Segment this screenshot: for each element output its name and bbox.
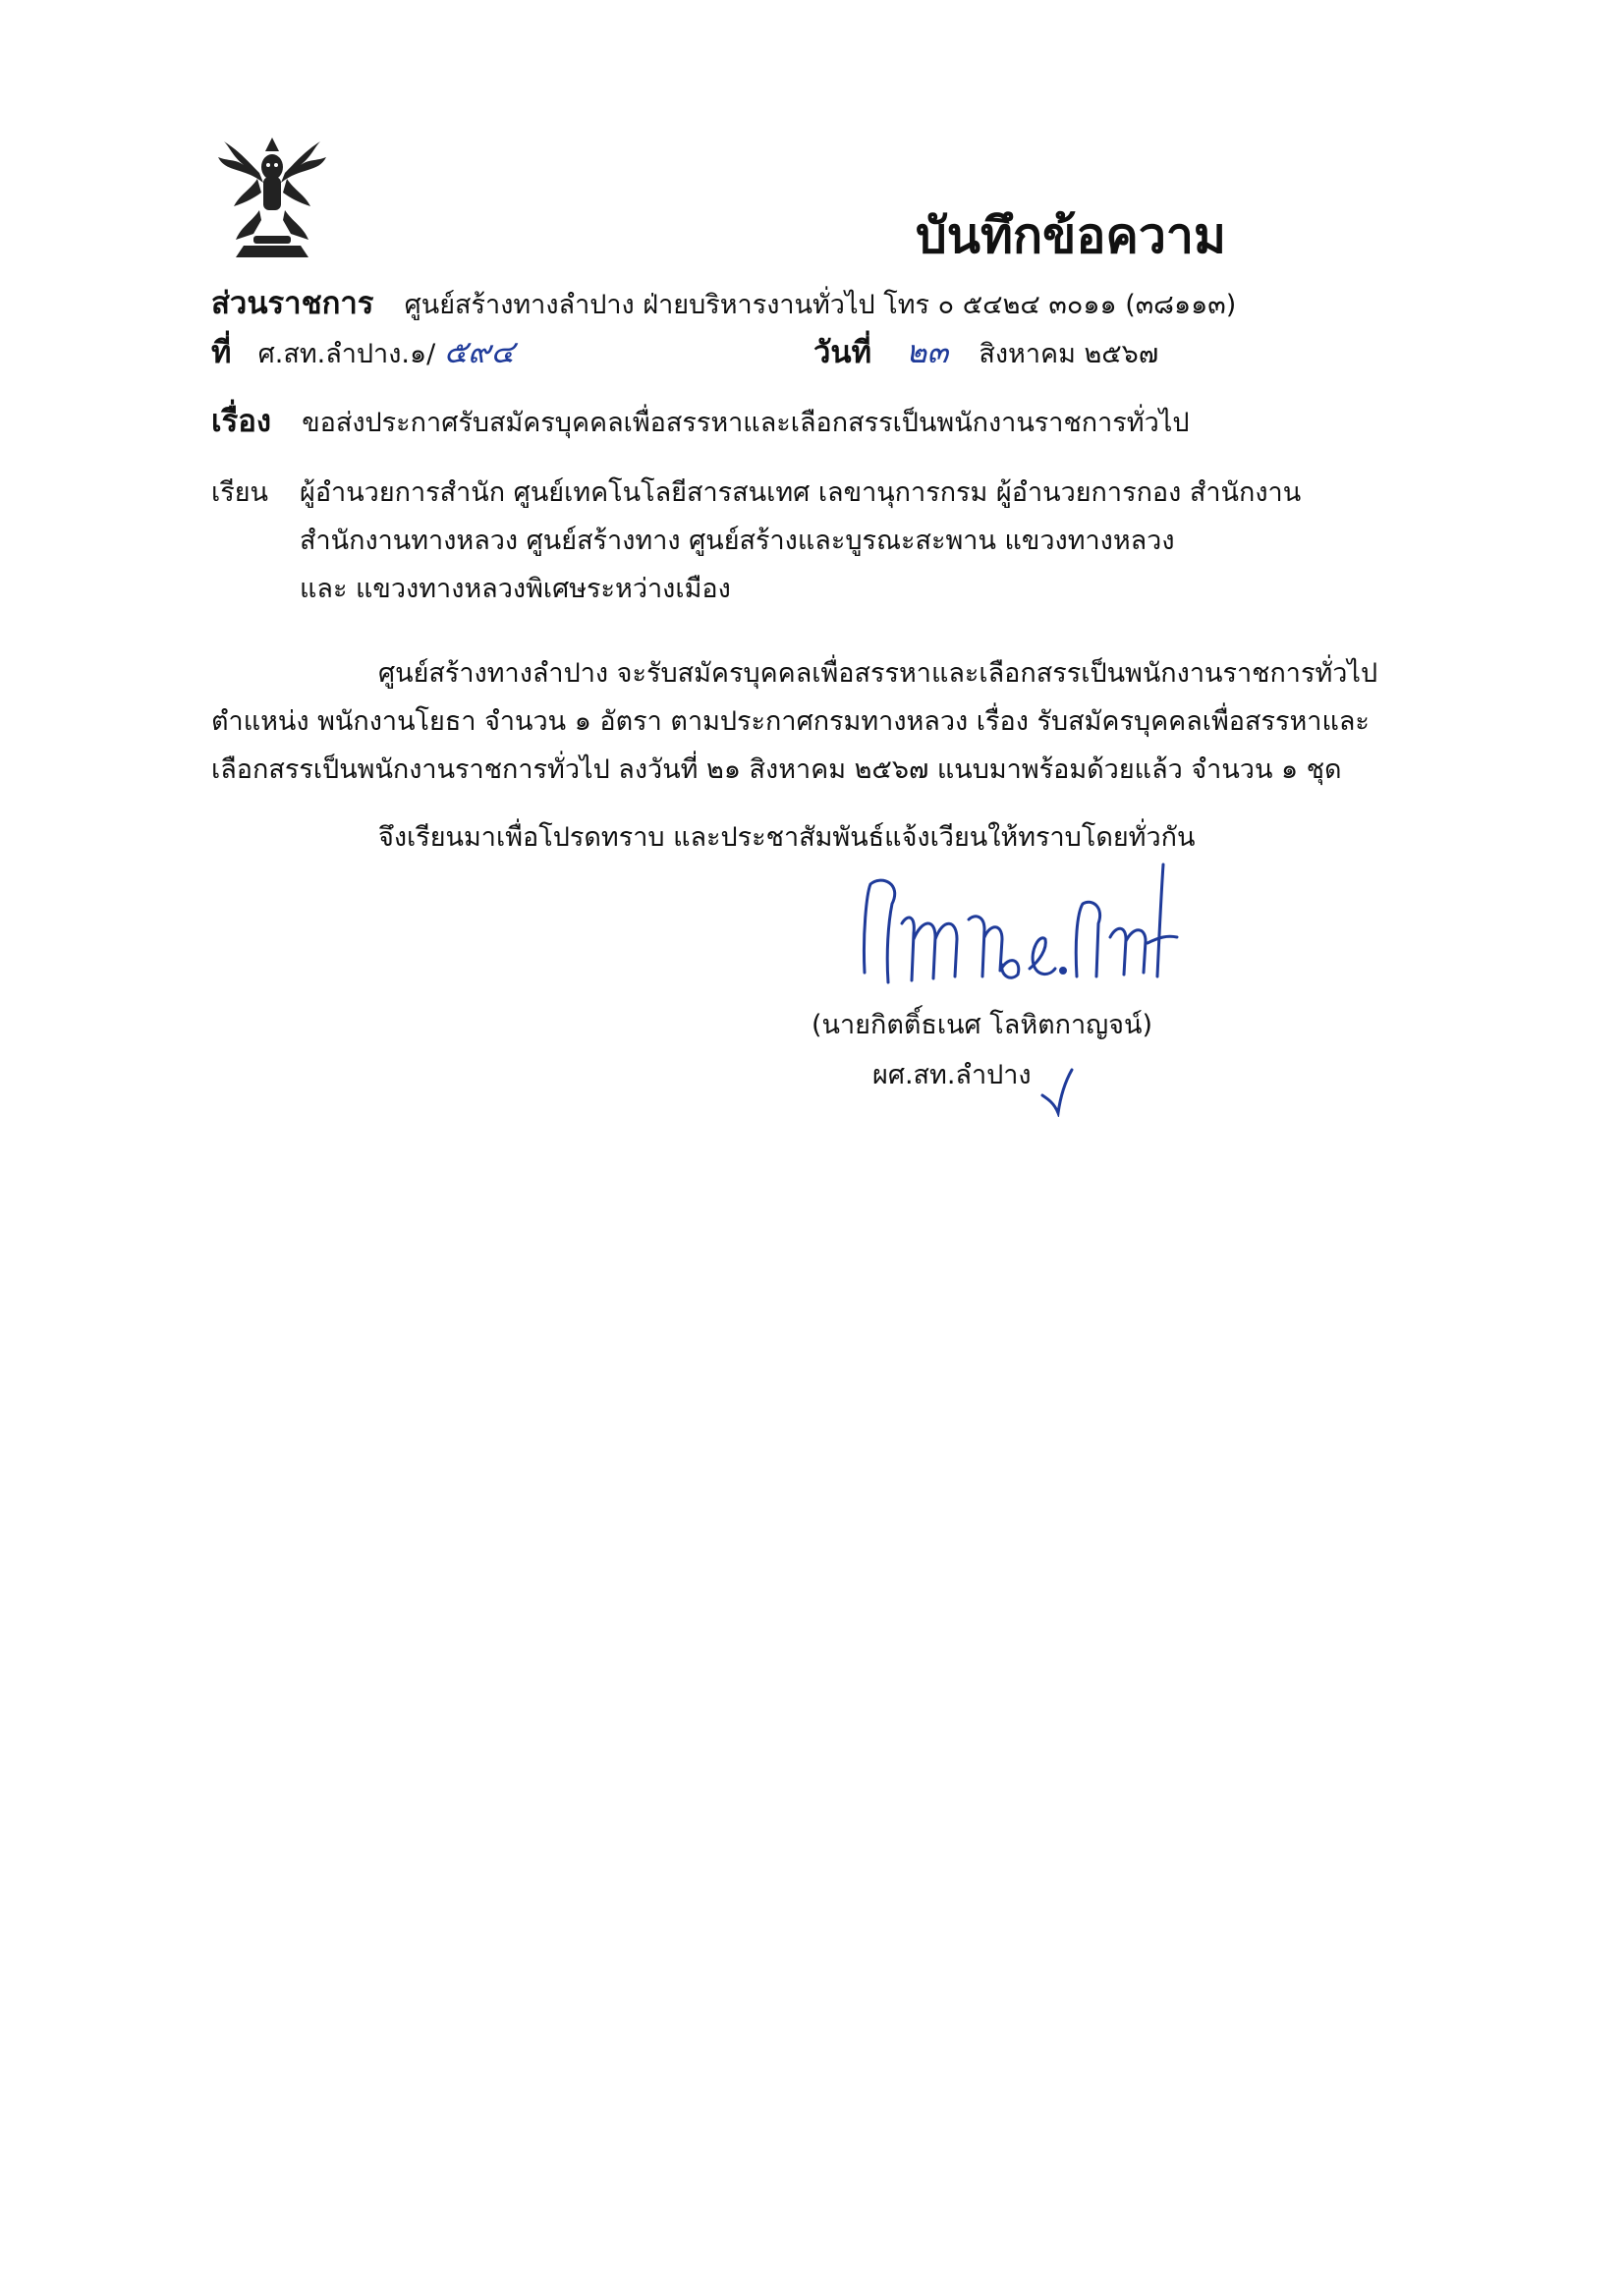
reference-prefix: ศ.สท.ลำปาง.๑/: [257, 339, 436, 369]
date-month-year: สิงหาคม ๒๕๖๗: [979, 339, 1159, 369]
subject-row: [211, 400, 1189, 445]
recipient-line: ผู้อำนวยการสำนัก ศูนย์เทคโนโลยีสารสนเทศ เลขานุการกรม ผู้อำนวยการกอง สำนักงาน: [300, 477, 1302, 508]
signer-position: ผศ.สท.ลำปาง: [872, 1060, 1032, 1090]
department-label: ส่วนราชการ: [211, 286, 374, 321]
department-row: [211, 282, 1236, 327]
recipient-line: สำนักงานทางหลวง ศูนย์สร้างทาง ศูนย์สร้างและบูรณะสะพาน แขวงทางหลวง: [300, 526, 1175, 556]
signer-name: (นายกิตติ์ธเนศ โลหิตกาญจน์): [812, 1010, 1152, 1040]
initial-checkmark: [1036, 1066, 1076, 1117]
handwritten-signature: [853, 855, 1206, 1022]
reference-label: ที่: [211, 335, 232, 370]
reference-row: [211, 330, 515, 376]
recipient-line: และ แขวงทางหลวงพิเศษระหว่างเมือง: [300, 574, 731, 604]
department-value: ศูนย์สร้างทางลำปาง ฝ่ายบริหารงานทั่วไป โทร ๐ ๕๔๒๔ ๓๐๑๑ (๓๘๑๑๓): [404, 290, 1237, 320]
closing-sentence: จึงเรียนมาเพื่อโปรดทราบ และประชาสัมพันธ์แจ้งเวียนให้ทราบโดยทั่วกัน: [378, 822, 1196, 853]
subject-value: ขอส่งประกาศรับสมัครบุคคลเพื่อสรรหาและเลือกสรรเป็นพนักงานราชการทั่วไป: [302, 408, 1190, 438]
subject-label: เรื่อง: [211, 404, 272, 439]
date-row: [813, 330, 1158, 376]
date-label: วันที่: [813, 335, 872, 370]
date-day-handwritten: ๒๓: [906, 333, 949, 370]
memo-title: บันทึกข้อความ: [916, 207, 1226, 264]
reference-number-handwritten: ๕๙๔: [443, 333, 515, 370]
body-paragraph-line: ตำแหน่ง พนักงานโยธา จำนวน ๑ อัตรา ตามประกาศกรมทางหลวง เรื่อง รับสมัครบุคคลเพื่อสรรหาและ: [211, 706, 1370, 737]
body-paragraph-line: เลือกสรรเป็นพนักงานราชการทั่วไป ลงวันที่ ๒๑ สิงหาคม ๒๕๖๗ แนบมาพร้อมด้วยแล้ว จำนวน ๑ ชุด: [211, 754, 1342, 785]
body-paragraph-line: ศูนย์สร้างทางลำปาง จะรับสมัครบุคคลเพื่อสรรหาและเลือกสรรเป็นพนักงานราชการทั่วไป: [378, 658, 1378, 689]
recipient-label: เรียน: [211, 477, 269, 508]
